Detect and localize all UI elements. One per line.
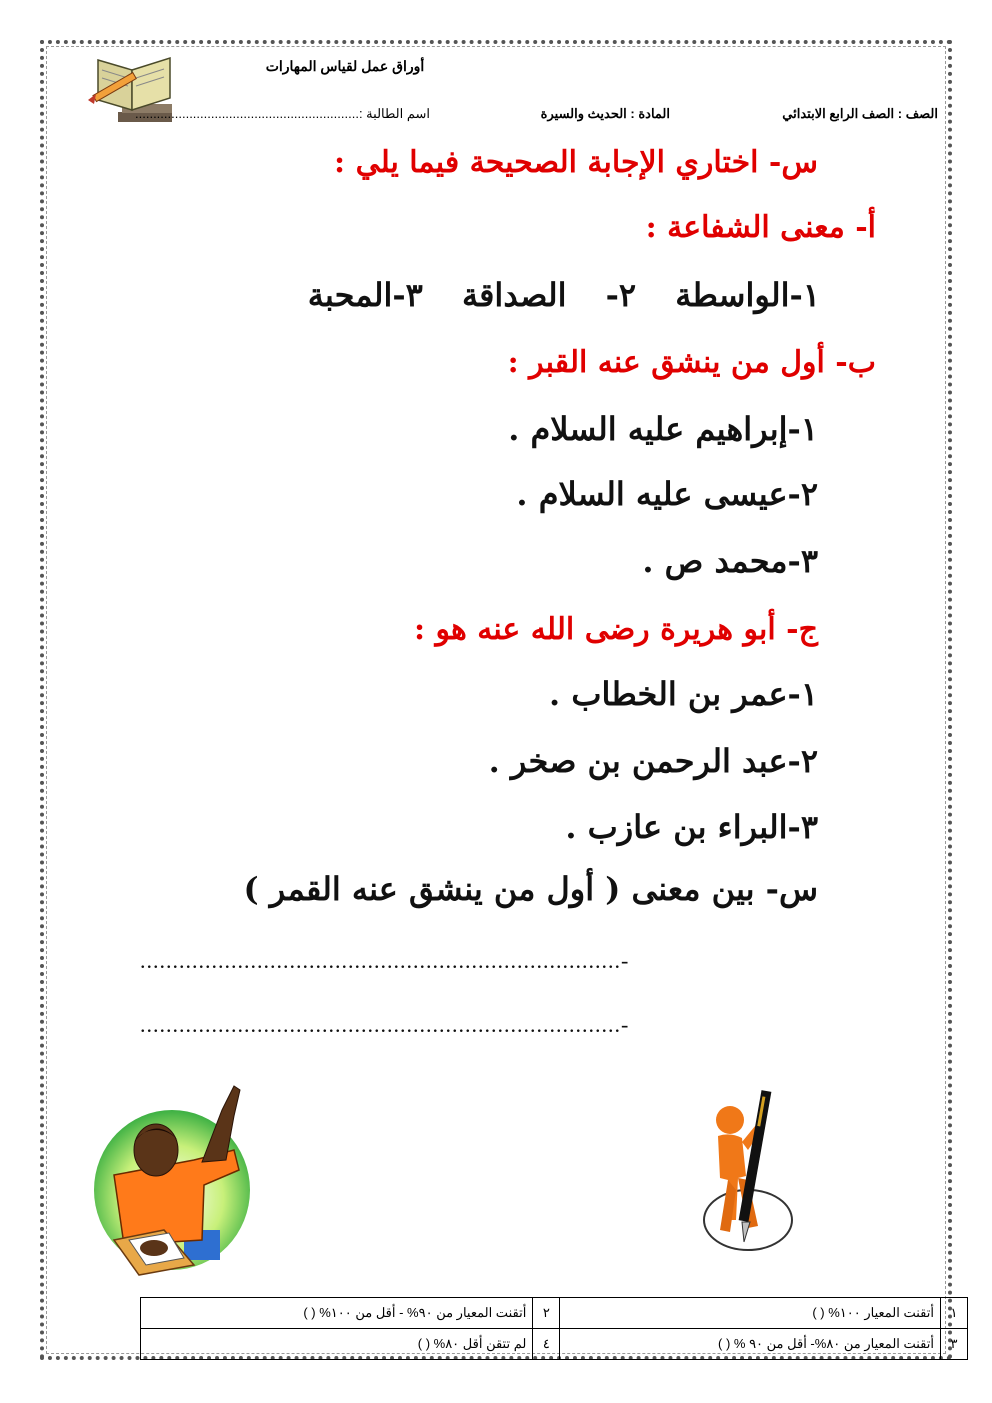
criteria-num: ٤ bbox=[533, 1329, 560, 1360]
grade-label: الصف : الصف الرابع الابتدائي bbox=[782, 106, 938, 121]
criteria-num: ١ bbox=[941, 1298, 968, 1329]
question-c-label: ج- أبو هريرة رضى الله عنه هو : bbox=[414, 612, 818, 647]
question-b-option-2: ٢-عيسى عليه السلام . bbox=[516, 475, 818, 513]
student-raising-hand-icon bbox=[84, 1080, 260, 1280]
criteria-num: ٣ bbox=[941, 1329, 968, 1360]
question-c-option-1: ١-عمر بن الخطاب . bbox=[549, 675, 818, 713]
question-a-label: أ- معنى الشفاعة : bbox=[645, 210, 876, 245]
criteria-text: لم تتقن أقل ٨٠% ( ) bbox=[141, 1329, 533, 1360]
answer-line-1[interactable]: ..........................................................................- bbox=[140, 948, 630, 973]
student-name-field[interactable]: اسم الطالبة :.............................................................. bbox=[135, 106, 430, 121]
criteria-num: ٢ bbox=[533, 1298, 560, 1329]
criteria-table bbox=[140, 1297, 968, 1360]
criteria-text: أتقنت المعيار ١٠٠% ( ) bbox=[560, 1298, 941, 1329]
question-c-option-2: ٢-عبد الرحمن بن صخر . bbox=[488, 742, 818, 780]
question-b-label: ب- أول من ينشق عنه القبر : bbox=[507, 345, 876, 380]
question-c-option-3: ٣-البراء بن عازب . bbox=[565, 808, 818, 846]
question-b-option-3: ٣-محمد ص . bbox=[642, 542, 818, 580]
criteria-row bbox=[141, 1298, 968, 1329]
define-question: س- بين معنى ( أول من ينشق عنه القمر ) bbox=[243, 870, 818, 908]
criteria-text: أتقنت المعيار من ٩٠% - أقل من ١٠٠% ( ) bbox=[141, 1298, 533, 1329]
figure-with-pen-icon bbox=[690, 1080, 810, 1260]
worksheet-title: أوراق عمل لقياس المهارات bbox=[265, 58, 425, 74]
question-a-options: ١-الواسطة ٢- الصداقة ٣-المحبة bbox=[307, 276, 820, 314]
question-b-option-1: ١-إبراهيم عليه السلام . bbox=[508, 410, 818, 448]
criteria-text: أتقنت المعيار من ٨٠%- أقل من ٩٠ % ( ) bbox=[560, 1329, 941, 1360]
subject-label: المادة : الحديث والسيرة bbox=[540, 106, 670, 121]
instruction-heading: س- اختاري الإجابة الصحيحة فيما يلي : bbox=[334, 145, 818, 180]
answer-line-2[interactable]: ..........................................................................- bbox=[140, 1012, 630, 1037]
criteria-row bbox=[141, 1329, 968, 1360]
